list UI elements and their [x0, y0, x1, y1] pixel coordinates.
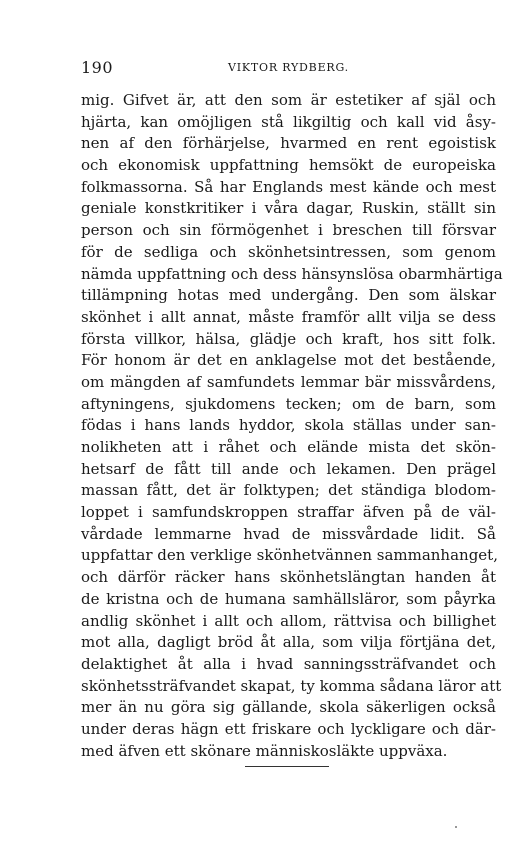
text-line: aftyningens, sjukdomens tecken; om de barn, som — [81, 394, 496, 413]
text-line: med äfven ett skönare människosläkte uppväxa. — [81, 741, 448, 760]
text-line: hjärta, kan omöjligen stå likgiltig och kall vid åsy- — [81, 112, 496, 131]
text-line: geniale konstkritiker i våra dagar, Ruskin, ställt sin — [81, 199, 496, 218]
text-line: för de sedliga och skönhetsintressen, som genom — [81, 242, 496, 261]
text-line: loppet i samfundskroppen straffar äfven på de väl- — [81, 503, 496, 522]
text-line: födas i hans lands hyddor, skola ställas under san- — [81, 416, 496, 435]
text-line: och ekonomisk uppfattning hemsökt de europeiska — [81, 156, 496, 175]
text-line: skönhetssträfvandet skapat, ty komma sådana läror att — [81, 676, 502, 695]
text-line: vårdade lemmarne hvad de missvårdade lidit. Så — [81, 524, 496, 543]
text-line: tillämpning hotas med undergång. Den som älskar — [81, 286, 496, 305]
text-line: mig. Gifvet är, att den som är estetiker af själ och — [81, 91, 496, 109]
section-rule — [245, 766, 329, 767]
text-line: mer än nu göra sig gällande, skola säkerligen också — [81, 698, 496, 717]
text-line: folkmassorna. Så har Englands mest kände och mest — [81, 177, 496, 196]
text-line: nolikheten att i råhet och elände mista det skön- — [81, 438, 496, 456]
text-line: skönhet i allt annat, måste framför allt vilja se dess — [81, 307, 496, 326]
paper-speck — [455, 826, 457, 828]
body-text — [81, 90, 503, 762]
text-line: delaktighet åt alla i hvad sanningssträfvandet och — [81, 654, 496, 673]
text-line: person och sin förmögenhet i breschen till försvar — [81, 221, 496, 240]
running-head: VIKTOR RYDBERG. — [228, 61, 349, 74]
text-line: under deras hägn ett friskare och lyckligare och där- — [81, 719, 496, 738]
text-line: hetsarf de fått till ande och lekamen. Den prägel — [81, 459, 496, 478]
text-line: om mängden af samfundets lemmar bär missvårdens, — [81, 372, 496, 391]
text-line: mot alla, dagligt bröd åt alla, som vilja förtjäna det, — [81, 633, 496, 652]
page-number: 190 — [81, 58, 114, 77]
text-line: första villkor, hälsa, glädje och kraft, hos sitt folk. — [81, 329, 496, 348]
text-line: massan fått, det är folktypen; det ständiga blodom- — [81, 481, 496, 500]
text-line: och därför räcker hans skönhetslängtan handen åt — [81, 568, 496, 587]
text-line: de kristna och de humana samhällsläror, som påyrka — [81, 589, 496, 608]
page-header — [81, 58, 496, 78]
text-line: andlig skönhet i allt och allom, rättvisa och billighet — [81, 611, 496, 630]
text-line: uppfattar den verklige skönhetvännen sammanhanget, — [81, 546, 498, 565]
text-line: nämda uppfattning och dess hänsynslösa obarmhärtiga — [81, 264, 503, 283]
text-line: nen af den förhärjelse, hvarmed en rent egoistisk — [81, 134, 496, 153]
text-line: För honom är det en anklagelse mot det bestående, — [81, 351, 496, 370]
